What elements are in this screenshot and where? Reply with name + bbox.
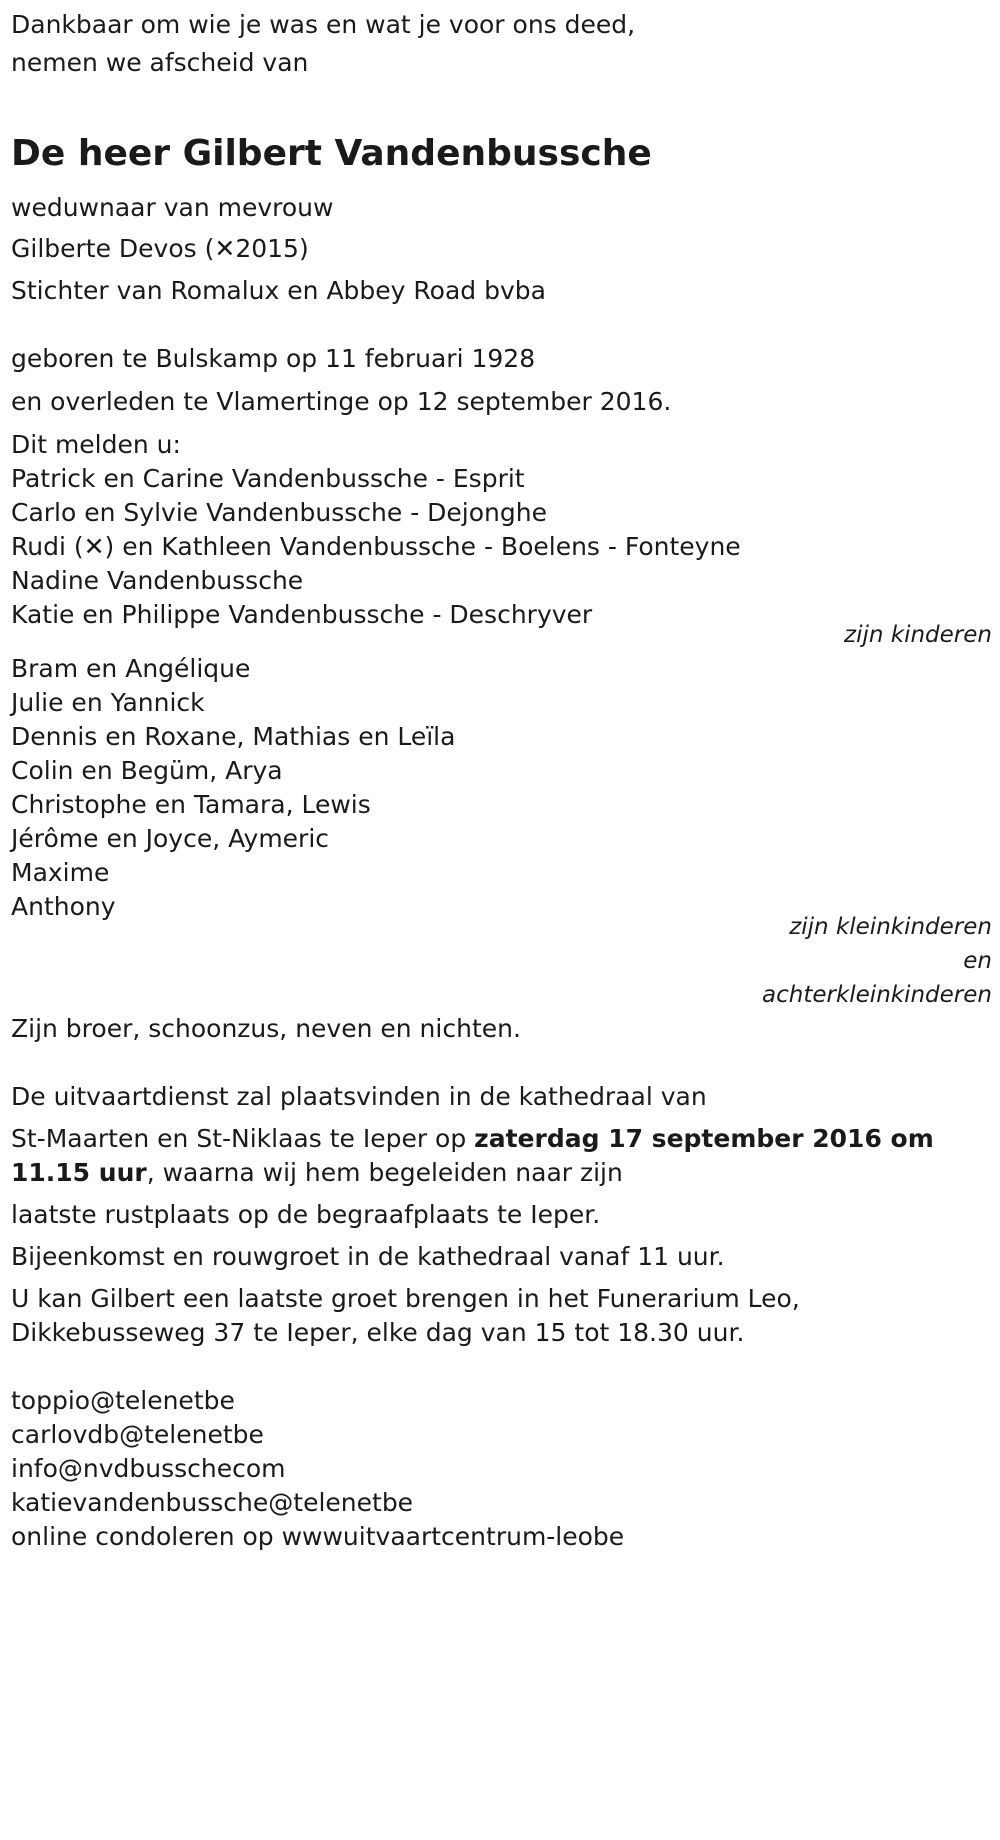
grandchild-line: Anthony — [11, 892, 116, 921]
grandchildren-label-en: en — [963, 948, 992, 974]
grandchild-line: Dennis en Roxane, Mathias en Leïla — [11, 722, 456, 751]
service-line: Bijeenkomst en rouwgroet in de kathedraal vanaf 11 uur. — [11, 1242, 725, 1271]
intro-line-1: Dankbaar om wie je was en wat je voor ons deed, — [11, 10, 636, 39]
grandchildren-label: zijn kleinkinderen — [789, 914, 992, 940]
deceased-name: De heer Gilbert Vandenbussche — [11, 133, 652, 174]
service-line: Dikkebusseweg 37 te Ieper, elke dag van 15 tot 18.30 uur. — [11, 1318, 745, 1347]
birth-line: geboren te Bulskamp op 11 februari 1928 — [11, 344, 536, 373]
contact-email: info@nvdbusschecom — [11, 1454, 286, 1483]
service-line: laatste rustplaats op de begraafplaats te Ieper. — [11, 1200, 601, 1229]
condolence-line: online condoleren op wwwuitvaartcentrum-leobe — [11, 1522, 625, 1551]
children-label: zijn kinderen — [844, 622, 992, 648]
detail-line: Gilberte Devos (✕2015) — [11, 234, 309, 263]
service-continuation-text: , waarna wij hem begeleiden naar zijn — [146, 1158, 623, 1187]
contact-email: carlovdb@telenetbe — [11, 1420, 264, 1449]
child-line: Katie en Philippe Vandenbussche - Deschryver — [11, 600, 593, 629]
relatives-line: Zijn broer, schoonzus, neven en nichten. — [11, 1014, 521, 1043]
grandchild-line: Christophe en Tamara, Lewis — [11, 790, 371, 819]
grandchild-line: Bram en Angélique — [11, 654, 251, 683]
grandchild-line: Colin en Begüm, Arya — [11, 756, 283, 785]
child-line: Carlo en Sylvie Vandenbussche - Dejonghe — [11, 498, 547, 527]
child-line: Nadine Vandenbussche — [11, 566, 304, 595]
grandchild-line: Maxime — [11, 858, 110, 887]
detail-line: Stichter van Romalux en Abbey Road bvba — [11, 276, 546, 305]
service-line: De uitvaartdienst zal plaatsvinden in de kathedraal van — [11, 1082, 707, 1111]
service-time-bold: 11.15 uur — [11, 1158, 147, 1187]
service-line-3 — [11, 1157, 623, 1189]
service-date-bold: zaterdag 17 september 2016 om — [474, 1124, 934, 1153]
contact-email: toppio@telenetbe — [11, 1386, 235, 1415]
intro-line-2: nemen we afscheid van — [11, 48, 309, 77]
detail-line: weduwnaar van mevrouw — [11, 193, 334, 222]
child-line: Patrick en Carine Vandenbussche - Esprit — [11, 464, 525, 493]
service-place-text: St-Maarten en St-Niklaas te Ieper op — [11, 1124, 475, 1153]
service-line-2 — [11, 1123, 934, 1155]
service-line: U kan Gilbert een laatste groet brengen in het Funerarium Leo, — [11, 1284, 800, 1313]
contact-email: katievandenbussche@telenetbe — [11, 1488, 414, 1517]
great-grandchildren-label: achterkleinkinderen — [762, 982, 992, 1008]
death-line: en overleden te Vlamertinge op 12 september 2016. — [11, 387, 672, 416]
child-line: Rudi (✕) en Kathleen Vandenbussche - Boelens - Fonteyne — [11, 532, 741, 561]
grandchild-line: Julie en Yannick — [11, 688, 205, 717]
grandchild-line: Jérôme en Joyce, Aymeric — [11, 824, 330, 853]
announce-line: Dit melden u: — [11, 430, 181, 459]
